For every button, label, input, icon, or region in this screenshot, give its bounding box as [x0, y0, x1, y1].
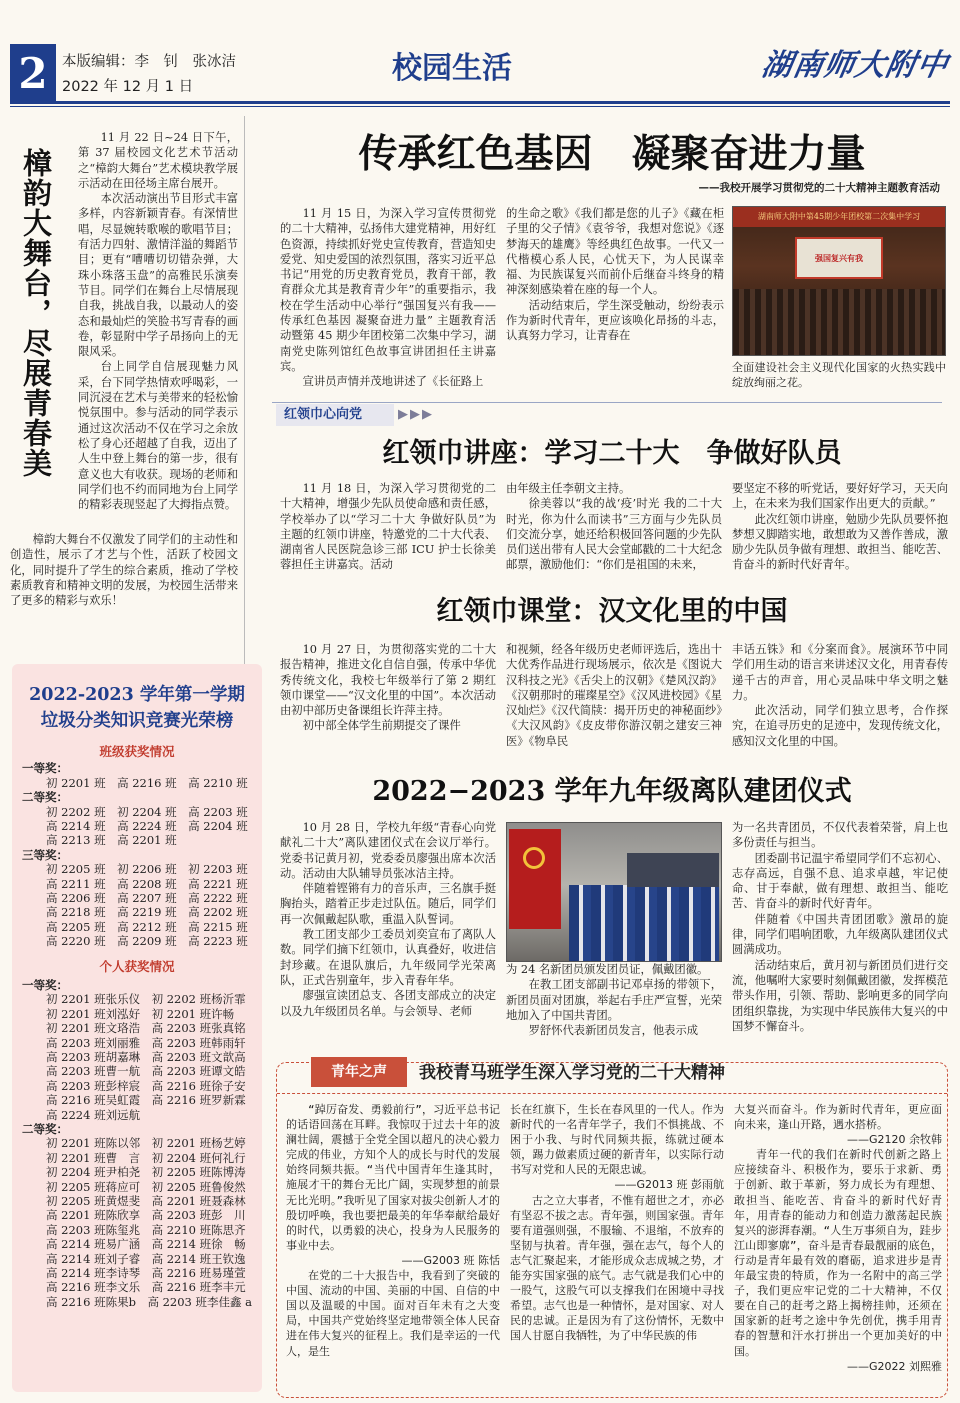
award-row: 高 2216 班李文乐 高 2216 班李丰元	[46, 1280, 246, 1295]
pioneer-lecture-col3	[732, 481, 948, 577]
pioneer-class-para: 10 月 27 日，为贯彻落实党的二十大报告精神，推进文化自信自强，传承中华优秀传统文化，我校七年级举行了第 2 期红领巾课堂——“汉文化里的中国”。本次活动由初中部历史备课组长许萍主持。	[280, 643, 496, 718]
awards-box	[12, 664, 262, 1392]
youth-signature: ——G2013 班 彭雨航	[614, 1178, 724, 1192]
left-article-title: 樟韵大舞台，尽展青春美	[19, 148, 53, 478]
youth-essay: 在党的二十大报告中，我看到了突破的中国、流动的中国、美丽的中国、自信的中国以及温暖的中国。面对百年未有之大变局，中国共产党始终坚定地带领全体人民奋进在伟大复兴的征程上。我们是幸运的一代人，是生	[286, 1269, 500, 1358]
award-row: 高 2203 班刘丽雅 高 2203 班韩雨轩	[46, 1035, 246, 1050]
youth-signature: ——G2022 刘熙雅	[846, 1359, 942, 1373]
main-feature-col1	[280, 206, 496, 392]
main-feature-para: 活动结束后，学生深受触动，纷纷表示作为新时代青年，更应该唤化昂扬的斗志，认真努力学习，让青春在	[506, 298, 724, 343]
youth-essay: “踔厉奋发、勇毅前行”，习近平总书记的话语回荡在耳畔。我惊叹于过去十年的波澜壮阔，震撼于全党全国以超凡的决心毅力完成的伟业，方知个人的成长与时代的发展始终同频共振。“当代中国青年生逢其时，施展才干的舞台无比广阔，实现梦想的前景无比光明。”我听见了国家对拔尖创新人才的殷切呼唤，我也要把最美的年华奉献给最好的时代，以勇毅的决心，投身为人民服务的事业中去。	[286, 1103, 500, 1252]
youth-essay: 大复兴而奋斗。作为新时代青年，更应面向未来，逢山开路，遇水搭桥。	[734, 1103, 942, 1132]
main-feature-para: 的生命之歌》《我们都是您的儿子》《藏在柜子里的父子情》《袁爷爷，我想对您说》《逐梦海天的雄鹰》等经典红色故事。一代又一代楷模心系人民，心忧天下，为人民谋幸福、为民族谋复兴而前仆后继奋斗终身的精神深刻感染着在座的每一个人。	[506, 207, 724, 297]
award-row: 高 2205 班 高 2212 班 高 2215 班	[46, 919, 248, 934]
award-row: 初 2201 班刘泓好 初 2201 班许畅	[46, 1006, 235, 1021]
award-level-label: 一等奖：	[22, 977, 68, 992]
pioneer-lecture-title: 红领巾讲座：学习二十大 争做好队员	[382, 438, 842, 469]
award-row: 高 2224 班刘远航	[46, 1107, 141, 1122]
youth-essay: 长在红旗下，生长在春风里的一代人。作为新时代的一名青年学子，我们不惧挑战、不困于小我、与时代同频共振，练就过硬本领，踢力做素质过硬的新青年，以实际行动书写对党和人民的无限忠诚。	[510, 1103, 724, 1177]
pioneer-lecture-para: 徐美蓉以“我的战‘疫’时光 我的二十大时光，你为什么而读书”三方面与少先队员们交流分享，她还给积极回答问题的少先队员们送出带有人民大会堂邮戳的二十大纪念邮票，激励他们：“你们是祖国的未来，	[506, 497, 722, 572]
award-row: 高 2218 班 高 2219 班 高 2202 班	[46, 905, 248, 920]
youth-voice-title: 我校青马班学生深入学习党的二十大精神	[419, 1063, 725, 1083]
league-col1	[280, 820, 496, 1068]
award-row: 初 2201 班曹 言 初 2204 班何礼行	[46, 1150, 246, 1165]
main-feature-col2	[506, 206, 724, 392]
pioneer-lecture-para: 要坚定不移的听党话，要好好学习，天天向上，在未来为我们国家作出更大的贡献。”	[732, 482, 948, 511]
paper-name-logo: 湖南师大附中	[759, 48, 952, 83]
award-row: 高 2214 班李诗琴 高 2216 班易瑾萱	[46, 1266, 246, 1280]
award-row: 初 2204 班尹柏尧 初 2205 班陈博涛	[46, 1165, 246, 1180]
lecture-hall-photo	[732, 206, 946, 356]
left-article-body-top	[78, 130, 238, 532]
award-row: 高 2214 班易广涵 高 2214 班徐 畅	[46, 1237, 246, 1252]
main-feature-caption: 全面建设社会主义现代化国家的火热实践中绽放绚丽之花。	[732, 361, 946, 389]
award-level-label: 一等奖：	[22, 761, 68, 776]
section-title: 校园生活	[392, 51, 512, 86]
left-article-para: 本次活动演出节目形式丰富多样，内容新颖青春。有深情世唱，尽显婉转歌喉的歌唱节目；有活力四射、激情洋溢的舞蹈节目；更有“嘈嘈切切错杂弹，大珠小珠落玉盘”的高雅民乐演奏节目。同学们在舞台上尽情展现自我，挑战自我，以最动人的姿态和最灿烂的笑脸书写青春的画卷，彰显附中学子昂扬向上的无限风采。	[78, 192, 238, 359]
pioneer-class-title: 红领巾课堂：汉文化里的中国	[436, 596, 788, 627]
background-screen	[627, 853, 719, 887]
pioneer-class-col3	[732, 642, 948, 754]
league-title: 2022−2023 学年九年级离队建团仪式	[372, 776, 852, 807]
award-row: 高 2220 班 高 2209 班 高 2223 班	[46, 934, 248, 949]
award-row: 初 2201 班陈以邻 初 2201 班杨艺婷	[46, 1136, 246, 1151]
league-caption: 为 24 名新团员颁发团员证，佩戴团徽。	[506, 963, 709, 976]
award-row: 高 2214 班 高 2224 班 高 2204 班	[46, 818, 248, 833]
pioneer-class-para: 初中部全体学生前期提交了课件	[302, 719, 461, 733]
youth-divider	[277, 1093, 947, 1094]
projection-screen: 强国复兴有我	[795, 237, 883, 279]
award-row: 高 2203 班胡嘉琳 高 2203 班文歆高	[46, 1049, 246, 1064]
award-row: 高 2201 班陈欣享 高 2203 班彭 川	[46, 1208, 246, 1223]
main-feature-para: 11 月 15 日，为深入学习宣传贯彻党的二十大精神，弘扬伟大建党精神，用好红色资源，持续抓好党史宣传教育，营造知史爱党、知史爱国的浓烈氛围，落实习近平总书记“用党的历史教育党员，教育干部，教育群众尤其是教育青少年”的重要指示，我校在学生活动中心举行“强国复兴有我——传承红色基因 凝聚奋进力量” 主题教育活动暨第 45 期少年团校第二次集中学习，湖南党史陈列馆红色故事宣讲团担任主讲嘉宾。	[280, 207, 496, 373]
league-para: 廖强宣读团总支、各团支部成立的决定以及九年级团员名单。与会领导、老师	[280, 989, 496, 1018]
issue-date: 2022 年 12 月 1 日	[62, 79, 194, 95]
youth-essay: 古之立大事者，不惟有超世之才，亦必有坚忍不拔之志。青年强，则国家强。青年要有道强则强，不服输、不退缩，不放弃的坚韧与执着。青年强，强在志气，每个人的志气汇聚起来，才能形成众志成城之势，才能夯实国家强的底气。志气就是我们心中的一股气，这股气可以支撑我们在困境中寻找希望。志气也是一种情怀，是对国家、对人民的忠诚。正是因为有了这份情怀，无数中国人甘愿自我牺牲，为了中华民族的伟	[510, 1193, 724, 1343]
award-row: 高 2214 班刘子睿 高 2214 班王钦逸	[46, 1251, 246, 1266]
league-para: 伴随着铿锵有力的音乐声，三名旗手挺胸抬头，踏着正步走过队伍。随后，同学们再一次佩戴起队歌，重温入队誓词。	[280, 882, 496, 926]
main-feature-title: 传承红色基因 凝聚奋进力量	[358, 131, 866, 177]
youth-col2	[510, 1102, 724, 1384]
award-row: 高 2213 班 高 2201 班	[46, 833, 177, 848]
league-para: 团委副书记温宇希望同学们不忘初心、志存高远，自强不息、追求卓越，牢记使命、甘于奉献，做有理想、敢担当、能吃苦、肯奋斗的新时代好青年。	[732, 851, 948, 911]
pioneer-lecture-col1	[280, 481, 496, 577]
award-row: 高 2206 班 高 2207 班 高 2222 班	[46, 890, 248, 905]
main-feature-subtitle: ——我校开展学习贯彻党的二十大精神主题教育活动	[698, 182, 940, 194]
league-para: 教工团支部少工委员刘奕宣布了离队人数。同学们摘下红领巾，认真叠好，收进信封珍藏。在退队旗后，九年级同学光荣离队，正式告别童年，步入青春年华。	[280, 928, 496, 987]
award-row: 高 2203 班彭梓宸 高 2216 班徐子安	[46, 1078, 246, 1093]
league-ceremony-photo	[506, 822, 722, 962]
youth-essay: 青年一代的我们在新时代创新之路上应接续奋斗、积极作为，要乐于求新、勇于创新、敢于革新，努力成长为有理想、敢担当、能吃苦、肯奋斗的新时代好青年，用青春的能动力和创造力激荡起民族复兴的澎湃春潮。“人生万事须自为，跬步江山即寥廓”，奋斗是青春最靓丽的底色，行动是青年最有效的磨砺，追求进步是青年最宝贵的特质，作为一名附中的高三学子，我们更应牢记党的二十大精神，不仅要在自己的赶考之路上揭榜挂帅，还须在国家新的赶考之途中争先创优，携手用青春的智慧和汗水打拼出一个更加美好的中国。	[734, 1148, 942, 1358]
youth-col1	[286, 1102, 500, 1384]
triangle-arrows-icon: ▶▶▶	[398, 407, 434, 422]
audience-rows	[733, 289, 945, 356]
pioneer-class-col2	[506, 642, 722, 754]
award-row: 高 2216 班陈果b 高 2203 班李佳鑫 a	[46, 1294, 253, 1309]
league-para: 活动结束后，黄月初与新团员们进行交流，他嘱咐大家要时刻佩戴团徽，发挥模范带头作用，引领、帮助、影响更多的同学向团组织靠拢，为实现中华民族伟大复兴的中国梦不懈奋斗。	[732, 958, 948, 1033]
award-row: 初 2201 班张乐仪 初 2202 班杨沂霏	[46, 992, 246, 1007]
page-number: 2	[10, 44, 56, 104]
league-para: 在教工团支部副书记邓卓扬的带领下，新团员面对团旗，举起右手庄严宣誓，光荣地加入了中国共青团。	[506, 978, 722, 1022]
award-level-label: 三等奖：	[22, 847, 68, 862]
main-feature-para: 宣讲员声情并茂地讲述了《长征路上	[302, 375, 484, 389]
pioneer-tag: 红领巾心向党	[276, 404, 394, 426]
youth-col3	[734, 1102, 942, 1384]
left-article-para: 樟韵大舞台不仅激发了同学们的主动性和创造性，展示了才艺与个性，活跃了校园文化，同时提升了学生的综合素质，推动了学校素质教育和精神文明的发展，为校园生活带来了更多的精彩与欢乐！	[10, 533, 238, 608]
league-para: 伴随着《中国共青团团歌》激昂的旋律，同学们唱响团歌，九年级离队建团仪式圆满成功。	[732, 912, 948, 957]
emblem-icon	[523, 847, 545, 869]
award-row: 初 2201 班 高 2216 班 高 2210 班	[46, 775, 248, 790]
award-row: 初 2205 班 初 2206 班 初 2203 班	[46, 862, 248, 877]
pioneer-class-para: 和视频，经各年级历史老师评选后，选出十大优秀作品进行现场展示，依次是《图说大汉科技之光》《舌尖上的汉朝》《楚风汉韵》《汉朝那时的璀璨星空》《汉风进校园》《星汉灿烂》《汉代简牍：揭开历史的神秘面纱》《大汉风韵》《皮皮带你游汉朝之建安三神医》《物阜民	[506, 643, 722, 748]
pioneer-class-para: 此次活动，同学们独立思考，合作探究，在追寻历史的足迹中，发现传统文化，感知汉文化里的中国。	[732, 704, 948, 748]
class-awards-heading: 班级获奖情况	[99, 744, 175, 759]
award-row: 初 2205 班黄煜斐 高 2201 班聂森林	[46, 1193, 246, 1208]
pioneer-class-col1	[280, 642, 496, 754]
pioneer-lecture-para: 此次红领巾讲座，勉励少先队员要怀抱梦想又脚踏实地，敢想敢为又善作善成，激励少先队员争做有理想、敢担当、能吃苦、肯奋斗的新时代好青年。	[732, 512, 948, 572]
editors: 本版编辑：李 钊 张冰洁	[62, 54, 236, 70]
award-level-label: 二等奖：	[22, 790, 68, 805]
award-row: 初 2202 班 初 2204 班 高 2203 班	[46, 804, 248, 819]
left-article-para: 11 月 22 日~24 日下午，第 37 届校园文化艺术节活动之“樟韵大舞台”艺术模块教学展示活动在田径场主席台展开。	[78, 131, 238, 190]
award-row: 高 2203 班曹一航 高 2203 班谭文皓	[46, 1064, 246, 1079]
pioneer-lecture-para: 11 月 18 日，为深入学习贯彻党的二十大精神，增强少先队员使命感和责任感，学校举办了以“学习二十大 争做好队员”为主题的红领巾讲座，特邀党的二十大代表、湖南省人民医院急诊三部 ICU 护士长徐美蓉担任主讲嘉宾。活动	[280, 482, 496, 572]
youth-voice-tag: 青年之声	[311, 1057, 407, 1087]
personal-awards-heading: 个人获奖情况	[99, 958, 175, 974]
section-rule	[272, 402, 942, 403]
league-flag	[509, 829, 561, 929]
awards-title: 2022-2023 学年第一学期	[29, 685, 245, 705]
pioneer-lecture-para: 由年级主任李朝文主持。	[506, 482, 631, 495]
league-para: 为一名共青团员，不仅代表着荣誉，肩上也多份责任与担当。	[732, 821, 948, 850]
league-col2	[506, 962, 722, 1068]
league-col3	[732, 820, 948, 1068]
pioneer-class-para: 丰话五铢》和《分案而食》。展演环节中同学们用生动的语言来讲述汉文化，用青春传递千古的声音，用心灵品味中华文明之魅力。	[732, 643, 948, 702]
photo-banner: 湖南师大附中第45期少年团校第二次集中学习	[733, 207, 945, 227]
left-article-para: 台上同学自信展现魅力风采，台下同学热情欢呼喝彩，一同沉浸在艺术与美带来的轻松愉悦氛围中。参与活动的同学表示通过这次活动不仅在学习之余放松了身心还超越了自我，迈出了人生中登上舞台的第一步，很有意义也大有收获。现场的老师和同学们也不约而同地为台上同学的精彩表现竖起了大拇指点赞。	[78, 360, 238, 512]
award-row: 高 2216 班吴虹霞 高 2216 班罗新霖	[46, 1093, 246, 1108]
league-para: 10 月 28 日，学校九年级“青春心向党 献礼二十大”离队建团仪式在会议厅举行。党委书记黄月初，党委委员廖强出席本次活动。活动由大队辅导员张冰洁主持。	[280, 821, 496, 880]
awards-title: 垃圾分类知识竞赛光荣榜	[40, 711, 234, 731]
header-rule	[10, 101, 950, 104]
youth-signature: ——G2003 班 陈恬	[401, 1253, 500, 1267]
award-row: 高 2211 班 高 2208 班 高 2221 班	[46, 876, 248, 891]
award-row: 初 2201 班文珞浩 高 2203 班张真铭	[46, 1021, 246, 1036]
youth-signature: ——G2120 余牧韩	[846, 1133, 942, 1147]
award-row: 初 2205 班蒋应可 初 2205 班鲁俊然	[46, 1179, 246, 1194]
award-level-label: 二等奖：	[22, 1121, 68, 1136]
award-row: 高 2203 班陈玺兆 高 2210 班陈思齐	[46, 1222, 246, 1237]
league-para: 罗舒怀代表新团员发言，他表示成	[528, 1024, 699, 1038]
left-article-body-bottom	[10, 532, 238, 640]
header-rule-thin	[10, 106, 950, 107]
students-group	[569, 885, 719, 962]
pioneer-lecture-col2	[506, 481, 722, 577]
